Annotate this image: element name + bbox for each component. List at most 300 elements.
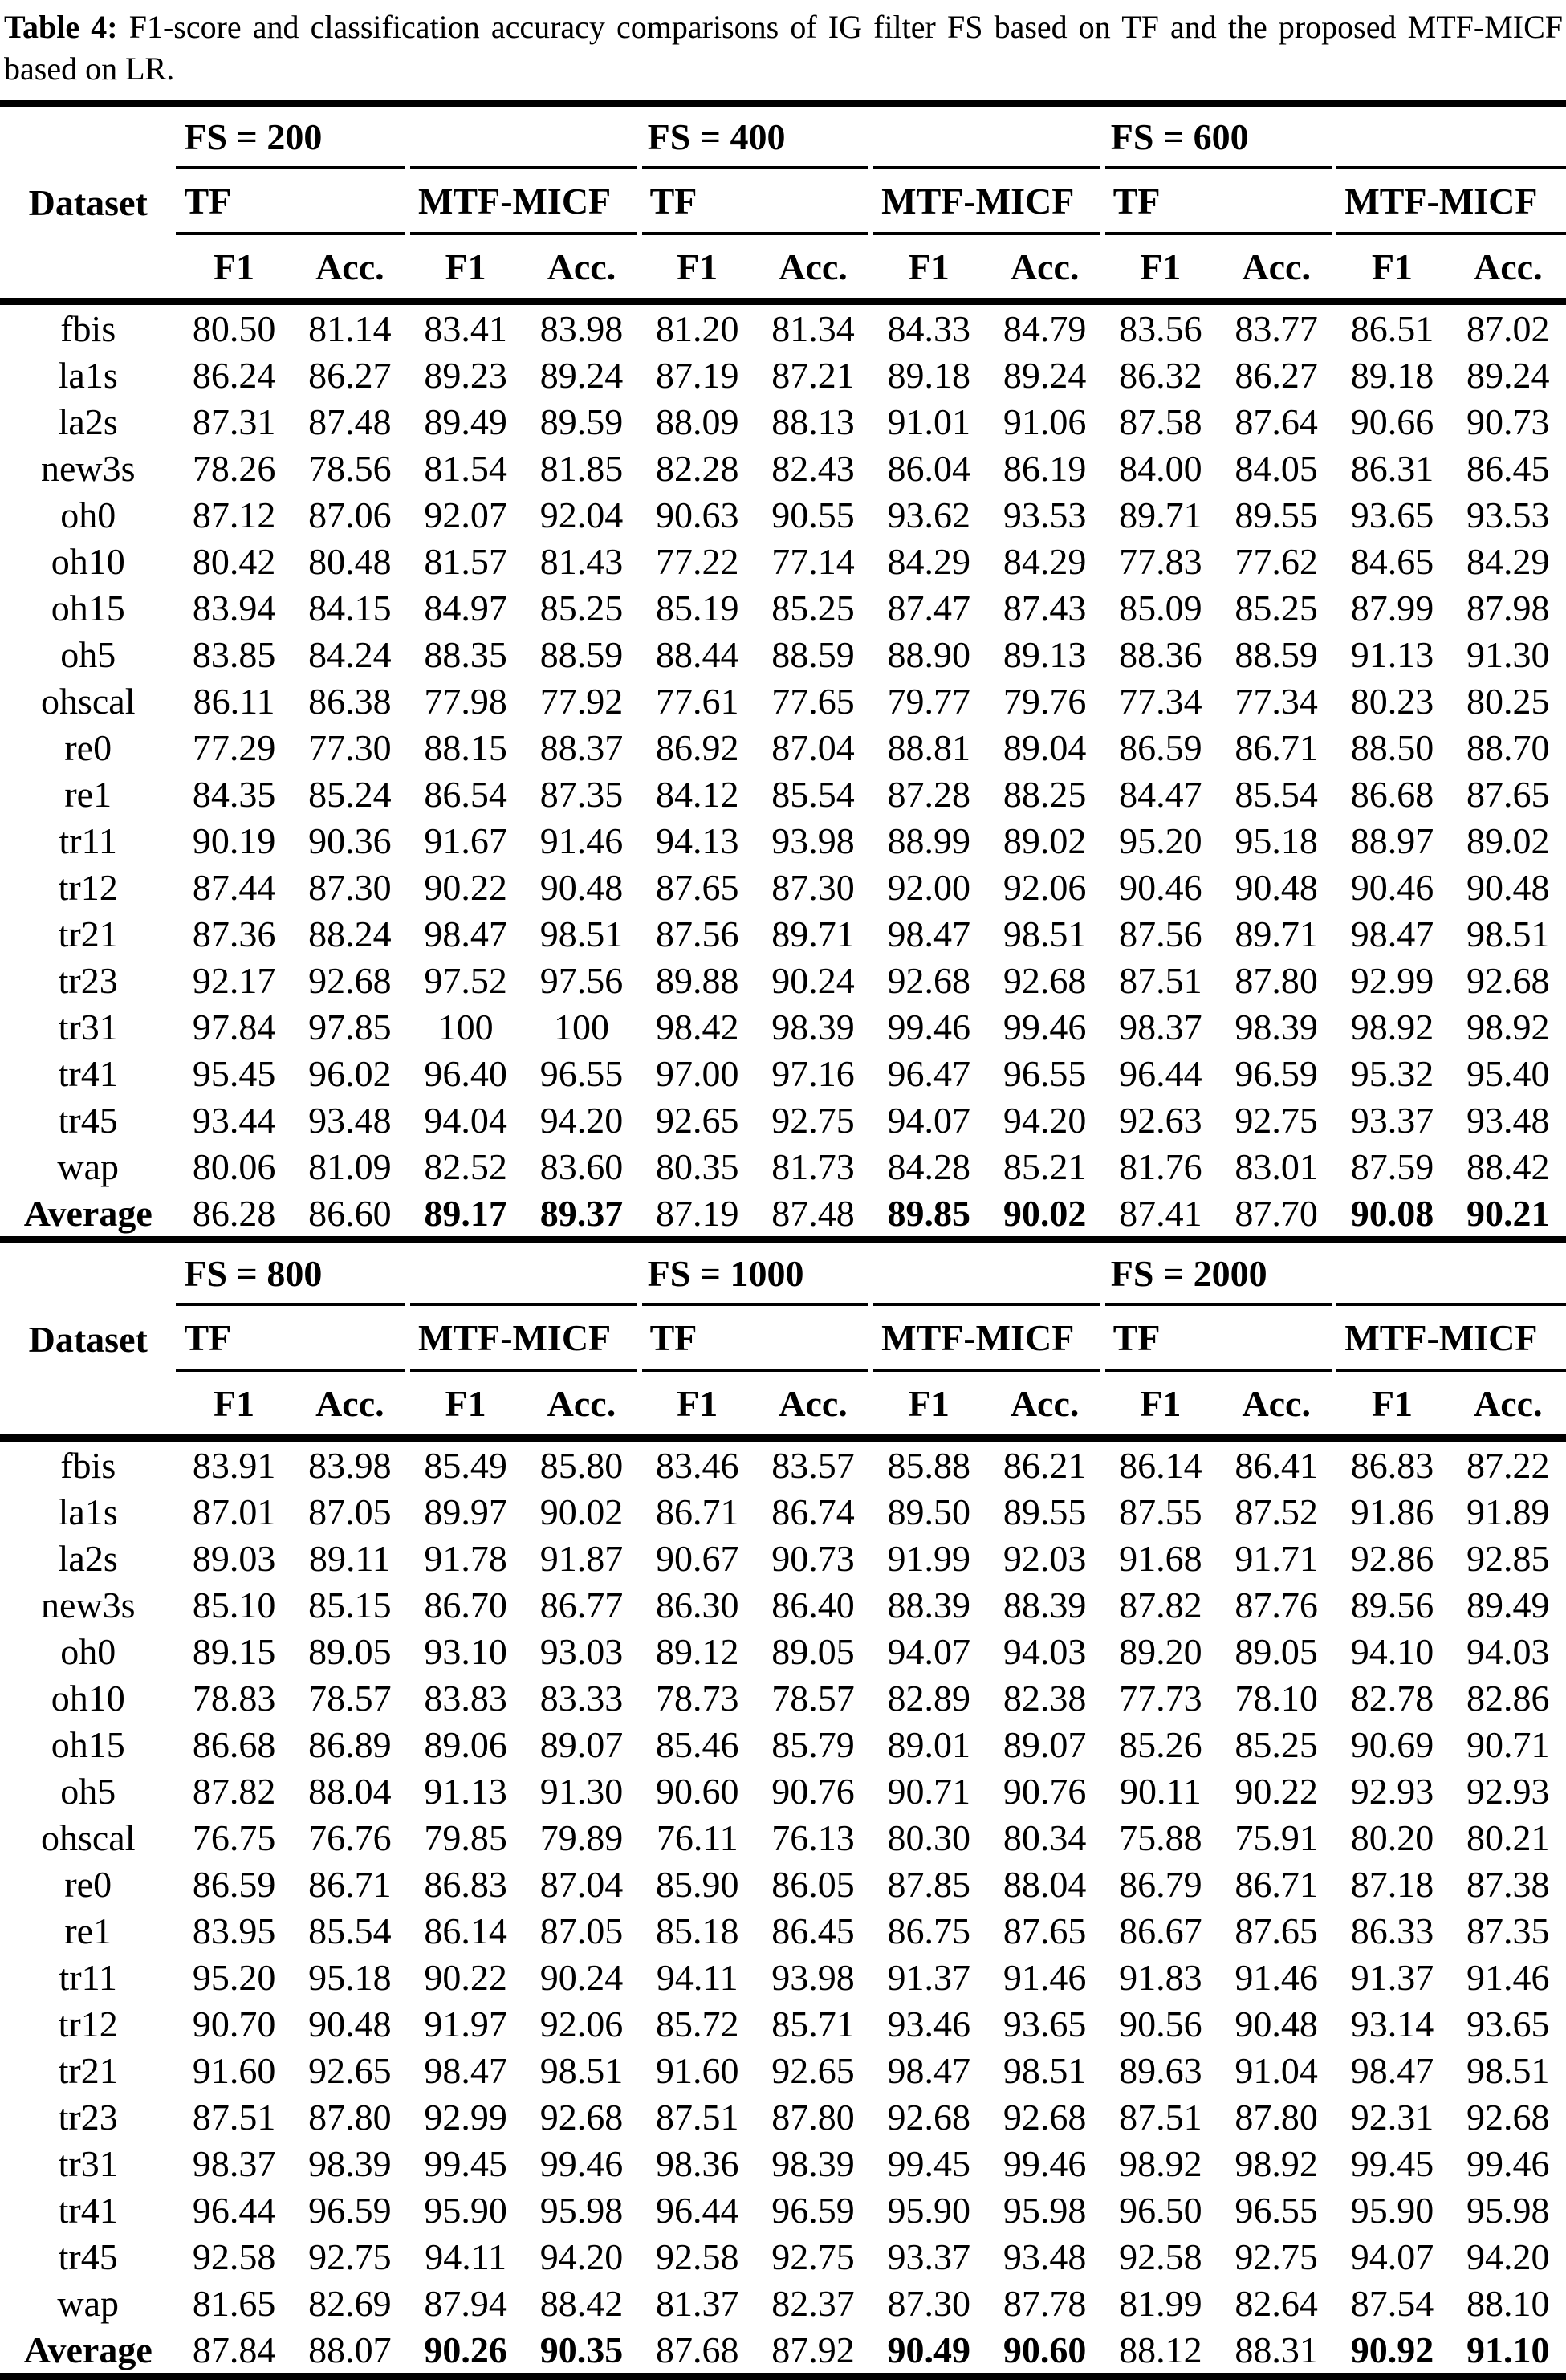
value-cell: 87.54 (1350, 2282, 1434, 2324)
value-cell: 92.63 (1119, 1099, 1202, 1141)
value-cell: 96.55 (1003, 1052, 1087, 1094)
value-cell: 87.36 (192, 913, 276, 954)
metric-header-acc: Acc. (755, 1370, 871, 1438)
value-cell: 78.73 (655, 1677, 739, 1719)
metric-header-acc: Acc. (523, 234, 639, 302)
value-cell: 87.52 (1234, 1491, 1318, 1532)
value-cell: 89.59 (539, 401, 624, 442)
value-cell: 85.80 (539, 1444, 624, 1486)
value-cell: 91.67 (424, 820, 507, 861)
value-cell: 89.05 (1234, 1630, 1318, 1672)
method-header-tf: TF (640, 168, 872, 234)
dataset-label: new3s (40, 447, 136, 489)
dataset-label: ohscal (40, 680, 136, 722)
value-cell: 89.55 (1234, 494, 1318, 535)
value-cell: 90.92 (1334, 2326, 1450, 2377)
value-cell: 87.56 (655, 913, 739, 954)
value-cell: 90.02 (539, 1491, 624, 1532)
method-header-mtf-micf: MTF-MICF (408, 168, 640, 234)
value-cell: 92.58 (655, 2236, 739, 2277)
value-cell: 92.93 (1350, 1770, 1434, 1812)
value-cell: 89.11 (308, 1537, 391, 1579)
value-cell: 85.26 (1119, 1723, 1202, 1765)
dataset-label: oh0 (60, 494, 116, 535)
table-row (0, 1050, 1566, 1096)
value-cell: 81.99 (1119, 2282, 1202, 2324)
value-cell: 87.06 (308, 494, 392, 535)
metric-header-acc: Acc. (523, 1370, 639, 1438)
value-cell: 93.62 (887, 494, 971, 535)
value-cell: 98.47 (424, 913, 507, 954)
value-cell: 86.45 (771, 1910, 855, 1951)
table-body (0, 1438, 1566, 2377)
value-cell: 87.48 (308, 401, 392, 442)
value-cell: 91.01 (887, 401, 971, 442)
value-cell: 85.72 (655, 2003, 739, 2044)
value-cell: 93.14 (1350, 2003, 1434, 2044)
results-table-fs-800-2000 (0, 1243, 1566, 2380)
value-cell: 99.46 (1003, 2142, 1087, 2184)
value-cell: 96.02 (308, 1052, 392, 1094)
value-cell: 83.77 (1234, 307, 1318, 349)
value-cell: 91.97 (424, 2003, 507, 2044)
value-cell: 83.98 (539, 307, 624, 349)
value-cell: 88.50 (1350, 726, 1434, 768)
value-cell: 98.92 (1350, 1006, 1434, 1048)
value-cell: 81.14 (308, 307, 392, 349)
value-cell: 90.11 (1119, 1770, 1202, 1812)
value-cell: 94.07 (887, 1099, 971, 1141)
value-cell: 76.75 (192, 1817, 276, 1858)
dataset-label: la2s (58, 1537, 118, 1579)
value-cell: 89.05 (771, 1630, 855, 1672)
value-cell: 89.71 (1119, 494, 1202, 535)
value-cell: 93.10 (424, 1630, 507, 1672)
table-body (0, 302, 1566, 1240)
value-cell: 86.41 (1234, 1444, 1318, 1486)
average-row (0, 1190, 1566, 1240)
value-cell: 90.22 (424, 866, 507, 908)
value-cell: 91.06 (1003, 401, 1087, 442)
value-cell: 89.85 (871, 1190, 986, 1240)
value-cell: 83.56 (1119, 307, 1202, 349)
value-cell: 86.68 (192, 1723, 276, 1765)
value-cell: 90.21 (1450, 1190, 1566, 1240)
value-cell: 87.85 (887, 1863, 971, 1905)
value-cell: 97.52 (424, 959, 507, 1001)
dataset-label: oh5 (60, 633, 116, 675)
metric-header-acc: Acc. (292, 1370, 408, 1438)
value-cell: 85.54 (308, 1910, 392, 1951)
value-cell: 87.58 (1119, 401, 1202, 442)
value-cell: 98.42 (655, 1006, 739, 1048)
value-cell: 90.24 (771, 959, 855, 1001)
metric-header-f1: F1 (640, 234, 755, 302)
value-cell: 87.80 (1234, 2096, 1318, 2138)
value-cell: 88.97 (1350, 820, 1434, 861)
value-cell: 75.91 (1234, 1817, 1318, 1858)
value-cell: 80.42 (192, 540, 276, 582)
value-cell: 75.88 (1119, 1817, 1202, 1858)
value-cell: 90.48 (1234, 2003, 1318, 2044)
table-row (0, 771, 1566, 817)
value-cell: 83.95 (192, 1910, 276, 1951)
value-cell: 97.00 (655, 1052, 739, 1094)
dataset-label: tr41 (58, 1052, 118, 1094)
value-cell: 81.09 (308, 1145, 392, 1187)
table-row (0, 817, 1566, 864)
value-cell: 98.47 (1350, 913, 1434, 954)
table-row (0, 1768, 1566, 1814)
value-cell: 91.13 (1350, 633, 1434, 675)
metric-header-f1: F1 (408, 1370, 523, 1438)
table-row (0, 1954, 1566, 2000)
table-row (0, 2000, 1566, 2047)
value-cell: 82.43 (771, 447, 855, 489)
value-cell: 88.24 (308, 913, 392, 954)
value-cell: 93.65 (1466, 2003, 1550, 2044)
dataset-label: oh15 (51, 587, 125, 629)
value-cell: 86.71 (1234, 726, 1318, 768)
value-cell: 87.21 (771, 354, 855, 396)
value-cell: 87.65 (1003, 1910, 1087, 1951)
value-cell: 87.30 (771, 866, 855, 908)
value-cell: 79.76 (1003, 680, 1087, 722)
value-cell: 90.73 (1466, 401, 1550, 442)
value-cell: 98.36 (655, 2142, 739, 2184)
value-cell: 93.98 (771, 1956, 855, 1998)
value-cell: 81.57 (424, 540, 507, 582)
dataset-label: oh0 (60, 1630, 116, 1672)
value-cell: 90.60 (655, 1770, 739, 1812)
dataset-label: tr21 (58, 913, 118, 954)
value-cell: 92.58 (192, 2236, 276, 2277)
caption-label: Table 4: (4, 9, 118, 45)
value-cell: 86.21 (1003, 1444, 1087, 1486)
value-cell: 91.83 (1119, 1956, 1202, 1998)
value-cell: 91.10 (1450, 2326, 1566, 2377)
value-cell: 92.68 (1466, 2096, 1550, 2138)
metric-header-acc: Acc. (755, 234, 871, 302)
value-cell: 87.99 (1350, 587, 1434, 629)
value-cell: 92.04 (539, 494, 624, 535)
value-cell: 87.82 (192, 1770, 276, 1812)
value-cell: 85.25 (1234, 587, 1318, 629)
value-cell: 95.90 (424, 2189, 507, 2231)
value-cell: 92.68 (1466, 959, 1550, 1001)
value-cell: 87.82 (1119, 1584, 1202, 1625)
value-cell: 89.88 (655, 959, 739, 1001)
value-cell: 89.23 (424, 354, 507, 396)
value-cell: 86.27 (1234, 354, 1318, 396)
value-cell: 86.30 (655, 1584, 739, 1625)
value-cell: 82.38 (1003, 1677, 1087, 1719)
value-cell: 86.40 (771, 1584, 855, 1625)
value-cell: 86.38 (308, 680, 392, 722)
value-cell: 96.44 (1119, 1052, 1202, 1094)
value-cell: 89.71 (771, 913, 855, 954)
value-cell: 90.66 (1350, 401, 1434, 442)
metric-header-f1: F1 (1103, 1370, 1218, 1438)
value-cell: 89.06 (424, 1723, 507, 1765)
value-cell: 91.37 (1350, 1956, 1434, 1998)
value-cell: 87.94 (424, 2282, 507, 2324)
value-cell: 94.20 (539, 2236, 624, 2277)
value-cell: 92.75 (771, 1099, 855, 1141)
value-cell: 98.51 (1003, 2049, 1087, 2091)
value-cell: 89.07 (1003, 1723, 1087, 1765)
method-header-row (0, 168, 1566, 234)
value-cell: 89.55 (1003, 1491, 1087, 1532)
fs-group-header: FS = 800 (176, 1243, 639, 1304)
value-cell: 90.71 (887, 1770, 971, 1812)
value-cell: 81.73 (771, 1145, 855, 1187)
value-cell: 83.41 (424, 307, 507, 349)
value-cell: 89.37 (523, 1190, 639, 1240)
table-row (0, 352, 1566, 398)
value-cell: 87.51 (192, 2096, 276, 2138)
value-cell: 78.83 (192, 1677, 276, 1719)
fs-header-row (0, 104, 1566, 169)
value-cell: 98.39 (308, 2142, 392, 2184)
value-cell: 85.15 (308, 1584, 392, 1625)
value-cell: 92.75 (1234, 2236, 1318, 2277)
value-cell: 96.44 (192, 2189, 276, 2231)
value-cell: 84.33 (887, 307, 971, 349)
dataset-label: wap (57, 1145, 120, 1187)
value-cell: 86.71 (1234, 1863, 1318, 1905)
method-header-tf: TF (640, 1304, 872, 1370)
value-cell: 77.65 (771, 680, 855, 722)
value-cell: 93.65 (1350, 494, 1434, 535)
value-cell: 85.24 (308, 773, 392, 815)
table-row (0, 1438, 1566, 1489)
value-cell: 88.12 (1103, 2326, 1218, 2377)
value-cell: 100 (553, 1006, 609, 1048)
dataset-label: re1 (64, 773, 112, 815)
dataset-label: fbis (60, 1444, 116, 1486)
value-cell: 94.10 (1350, 1630, 1434, 1672)
value-cell: 98.47 (424, 2049, 507, 2091)
value-cell: 82.64 (1234, 2282, 1318, 2324)
value-cell: 99.46 (539, 2142, 624, 2184)
value-cell: 77.14 (771, 540, 855, 582)
value-cell: 94.11 (425, 2236, 507, 2277)
value-cell: 90.46 (1119, 866, 1202, 908)
value-cell: 86.59 (1119, 726, 1202, 768)
value-cell: 87.44 (192, 866, 276, 908)
value-cell: 90.24 (539, 1956, 624, 1998)
value-cell: 90.22 (424, 1956, 507, 1998)
value-cell: 81.65 (192, 2282, 276, 2324)
value-cell: 94.07 (887, 1630, 971, 1672)
value-cell: 94.11 (656, 1956, 738, 1998)
value-cell: 77.98 (424, 680, 507, 722)
value-cell: 87.02 (1466, 307, 1550, 349)
value-cell: 77.83 (1119, 540, 1202, 582)
value-cell: 95.20 (192, 1956, 276, 1998)
value-cell: 88.90 (887, 633, 971, 675)
value-cell: 86.60 (292, 1190, 408, 1240)
metric-header-acc: Acc. (1218, 234, 1334, 302)
value-cell: 90.35 (523, 2326, 639, 2377)
value-cell: 92.06 (539, 2003, 624, 2044)
value-cell: 90.19 (192, 820, 276, 861)
value-cell: 81.76 (1119, 1145, 1202, 1187)
value-cell: 86.89 (308, 1723, 392, 1765)
value-cell: 90.56 (1119, 2003, 1202, 2044)
value-cell: 88.09 (655, 401, 739, 442)
value-cell: 84.15 (308, 587, 392, 629)
value-cell: 94.03 (1003, 1630, 1087, 1672)
value-cell: 95.98 (539, 2189, 624, 2231)
value-cell: 91.89 (1466, 1491, 1550, 1532)
value-cell: 90.76 (1003, 1770, 1087, 1812)
dataset-label: tr45 (58, 1099, 118, 1141)
dataset-label: tr21 (58, 2049, 118, 2091)
value-cell: 91.13 (424, 1770, 507, 1812)
value-cell: 92.65 (771, 2049, 855, 2091)
value-cell: 85.19 (655, 587, 739, 629)
value-cell: 86.45 (1466, 447, 1550, 489)
value-cell: 97.16 (771, 1052, 855, 1094)
value-cell: 88.35 (424, 633, 507, 675)
metric-header-acc: Acc. (986, 1370, 1102, 1438)
value-cell: 86.04 (887, 447, 971, 489)
metric-header-row (0, 234, 1566, 302)
value-cell: 87.19 (640, 1190, 755, 1240)
value-cell: 87.51 (1119, 2096, 1202, 2138)
value-cell: 92.75 (308, 2236, 392, 2277)
value-cell: 79.89 (539, 1817, 624, 1858)
value-cell: 87.48 (755, 1190, 871, 1240)
value-cell: 91.68 (1119, 1537, 1202, 1579)
value-cell: 91.86 (1350, 1491, 1434, 1532)
value-cell: 91.04 (1234, 2049, 1318, 2091)
value-cell: 88.44 (655, 633, 739, 675)
value-cell: 78.10 (1234, 1677, 1318, 1719)
metric-header-f1: F1 (1334, 1370, 1450, 1438)
value-cell: 90.73 (771, 1537, 855, 1579)
value-cell: 89.17 (408, 1190, 523, 1240)
value-cell: 93.65 (1003, 2003, 1087, 2044)
table-row (0, 1628, 1566, 1674)
value-cell: 87.59 (1350, 1145, 1434, 1187)
table-row (0, 1861, 1566, 1907)
value-cell: 76.13 (771, 1817, 855, 1858)
value-cell: 86.19 (1003, 447, 1087, 489)
value-cell: 84.35 (192, 773, 276, 815)
table-row (0, 1488, 1566, 1535)
value-cell: 98.47 (887, 913, 971, 954)
value-cell: 82.28 (655, 447, 739, 489)
value-cell: 96.59 (1234, 1052, 1318, 1094)
value-cell: 90.63 (655, 494, 739, 535)
table-row (0, 910, 1566, 957)
value-cell: 83.57 (771, 1444, 855, 1486)
value-cell: 88.15 (424, 726, 507, 768)
table-row (0, 445, 1566, 491)
fs-group-header: FS = 2000 (1103, 1243, 1566, 1304)
value-cell: 98.39 (771, 2142, 855, 2184)
value-cell: 85.54 (1234, 773, 1318, 815)
value-cell: 96.47 (887, 1052, 971, 1094)
dataset-label: la1s (58, 1491, 118, 1532)
value-cell: 98.92 (1119, 2142, 1202, 2184)
value-cell: 90.71 (1466, 1723, 1550, 1765)
value-cell: 90.08 (1334, 1190, 1450, 1240)
value-cell: 93.37 (887, 2236, 971, 2277)
dataset-label: ohscal (40, 1817, 136, 1858)
value-cell: 99.46 (1003, 1006, 1087, 1048)
value-cell: 87.38 (1466, 1863, 1550, 1905)
value-cell: 83.91 (192, 1444, 276, 1486)
value-cell: 93.44 (192, 1099, 276, 1141)
value-cell: 86.70 (424, 1584, 507, 1625)
value-cell: 87.98 (1466, 587, 1550, 629)
value-cell: 89.24 (1466, 354, 1550, 396)
value-cell: 86.83 (424, 1863, 507, 1905)
value-cell: 82.37 (771, 2282, 855, 2324)
value-cell: 95.20 (1119, 820, 1202, 861)
value-cell: 92.99 (424, 2096, 507, 2138)
value-cell: 86.28 (176, 1190, 291, 1240)
value-cell: 89.02 (1003, 820, 1087, 861)
dataset-label: tr31 (58, 2142, 118, 2184)
value-cell: 87.30 (887, 2282, 971, 2324)
value-cell: 87.68 (640, 2326, 755, 2377)
value-cell: 92.68 (1003, 959, 1087, 1001)
value-cell: 87.56 (1119, 913, 1202, 954)
value-cell: 84.79 (1003, 307, 1087, 349)
value-cell: 96.40 (424, 1052, 507, 1094)
value-cell: 96.55 (539, 1052, 624, 1094)
value-cell: 88.39 (887, 1584, 971, 1625)
value-cell: 81.37 (655, 2282, 739, 2324)
value-cell: 83.46 (655, 1444, 739, 1486)
value-cell: 88.10 (1466, 2282, 1550, 2324)
value-cell: 86.71 (308, 1863, 392, 1905)
value-cell: 88.39 (1003, 1584, 1087, 1625)
dataset-label: oh10 (51, 540, 125, 582)
table-row (0, 1143, 1566, 1190)
value-cell: 95.90 (887, 2189, 971, 2231)
value-cell: 90.36 (308, 820, 392, 861)
method-header-tf: TF (1103, 1304, 1335, 1370)
dataset-label: Average (0, 1190, 176, 1240)
metric-header-f1: F1 (176, 234, 291, 302)
value-cell: 81.85 (539, 447, 624, 489)
value-cell: 89.20 (1119, 1630, 1202, 1672)
value-cell: 89.13 (1003, 633, 1087, 675)
value-cell: 89.56 (1350, 1584, 1434, 1625)
dataset-label: re0 (64, 1863, 112, 1905)
value-cell: 99.45 (1350, 2142, 1434, 2184)
value-cell: 88.04 (1003, 1863, 1087, 1905)
average-row (0, 2326, 1566, 2377)
table-row (0, 2187, 1566, 2233)
value-cell: 92.85 (1466, 1537, 1550, 1579)
value-cell: 86.83 (1350, 1444, 1434, 1486)
value-cell: 98.92 (1466, 1006, 1550, 1048)
value-cell: 87.35 (539, 773, 624, 815)
value-cell: 84.47 (1119, 773, 1202, 815)
value-cell: 85.49 (424, 1444, 507, 1486)
value-cell: 94.03 (1466, 1630, 1550, 1672)
value-cell: 88.36 (1119, 633, 1202, 675)
value-cell: 77.29 (192, 726, 276, 768)
value-cell: 87.64 (1234, 401, 1318, 442)
